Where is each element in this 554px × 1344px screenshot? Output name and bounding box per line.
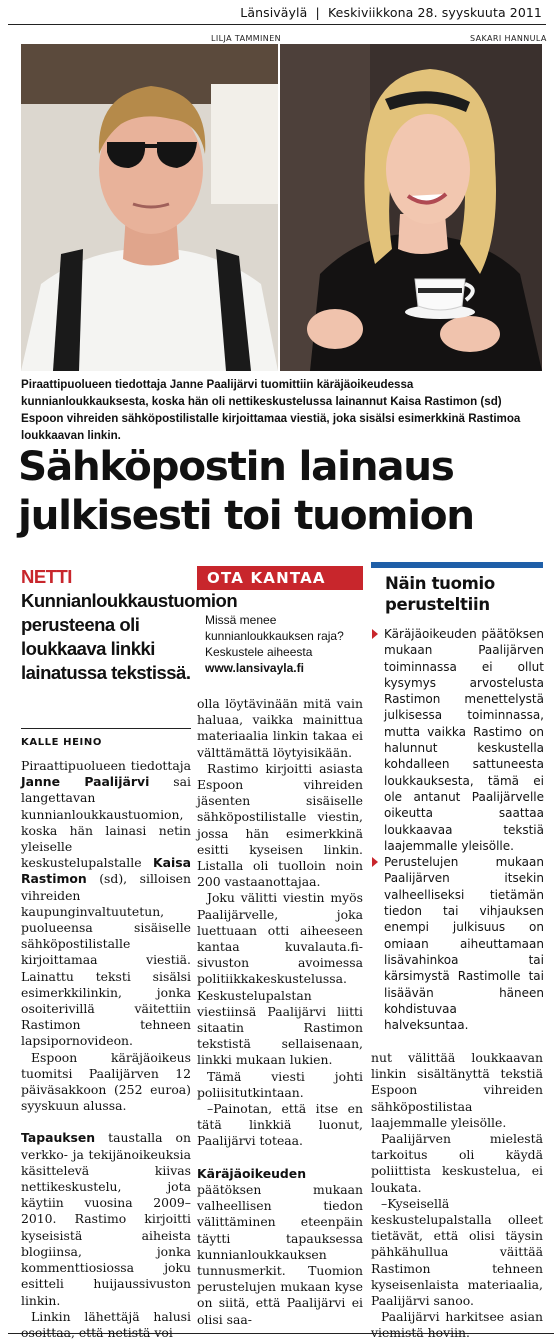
headline-line-2: julkisesti toi tuomion bbox=[18, 491, 474, 539]
byline: KALLE HEINO bbox=[21, 737, 102, 748]
section-tag: NETTI bbox=[21, 566, 72, 587]
paragraph: –Kyseisellä keskustelupalstalla olleet tietävät, että olisi täysin pähkähullua väittää Rastimon tehneen kyseisenlaista materiaalia, Paalijärvi sanoo. bbox=[371, 1195, 543, 1309]
photo-kaisa-rastimo bbox=[280, 44, 542, 371]
lead-text: Kunnianloukkaustuomion perusteena oli loukkaava linkki lainatussa tekstissä. bbox=[21, 590, 238, 683]
infobox-body bbox=[372, 626, 544, 1033]
bottom-rule bbox=[8, 1333, 554, 1334]
website-link[interactable]: www.lansivayla.fi bbox=[205, 661, 304, 675]
infobox-accent-bar bbox=[371, 562, 543, 568]
portrait-woman-illustration bbox=[280, 44, 542, 371]
paragraph: Rastimo kirjoitti asiasta Espoon vihreiden jäsenten sisäiselle sähköpostilistalle viestin, jossa hän esimerkkinä esitti kyseisen linkin. Listalla oli tuolloin noin 200 vastaanottajaa. bbox=[197, 760, 363, 890]
paragraph: Linkin lähettäjä halusi osoittaa, että netistä voi bbox=[21, 1308, 191, 1340]
paragraph: Paalijärven mielestä tarkoitus oli käydä poliittista keskustelua, ei loukata. bbox=[371, 1131, 543, 1195]
photo-janne-paalijarvi bbox=[21, 44, 278, 371]
paragraph: Tapauksen taustalla on verkko- ja tekijänoikeuksia käsittelevä kiivas nettikeskustelu, jota käytiin vuosina 2009–2010. Rastimo kirjoitti kyseisistä aiheista blogiinsa, jonka kommenttiosiossa joku esitteli huijaussivuston linkin. bbox=[21, 1130, 191, 1308]
subhead-lead-word: Tapauksen bbox=[21, 1130, 96, 1146]
person-name: Janne Paalijärvi bbox=[21, 774, 150, 790]
publication-name: Länsiväylä bbox=[240, 5, 308, 20]
paragraph: Joku välitti viestin myös Paalijärvelle, joka luettuaan otti aiheeseen kantaa kuvalauta.fi-sivuston avoimessa politiikkakeskustelussa. Keskustelupalstan viestiinsä Paalijärvi liitti sitaatin Rastimon tekstistä sellaisenaan, linkki mukaan lukien. bbox=[197, 890, 363, 1068]
bullet-arrow-icon bbox=[372, 857, 378, 867]
headline bbox=[18, 442, 548, 540]
article-column-3 bbox=[371, 1050, 543, 1342]
photo-credit-right: SAKARI HANNULA bbox=[470, 34, 547, 43]
person-name: Kaisa Rastimon bbox=[21, 855, 191, 887]
photo-credit-left: LILJA TAMMINEN bbox=[211, 34, 282, 43]
infobox-item: Käräjäoikeuden päätöksen mukaan Paalijärven toiminnassa ei ollut kysymys arvostelusta Rastimon menettelystä julkisessa toiminnassa, mutta vaikka Rastimo on halunnut keskustella kohdalleen sattuneesta loukkauksesta, tämä ei ole antanut Paalijärvelle oikeutta saattaa loukkaavaa tekstiä laajemmalle yleisölle. bbox=[372, 626, 544, 854]
masthead: Länsiväylä | Keskiviikkona 28. syyskuuta 2011 bbox=[0, 0, 554, 26]
lead-paragraph bbox=[21, 565, 238, 685]
ota-kantaa-text bbox=[205, 612, 365, 676]
byline-rule bbox=[21, 728, 191, 729]
bullet-arrow-icon bbox=[372, 629, 378, 639]
ota-kantaa-banner: OTA KANTAA bbox=[197, 566, 363, 590]
paragraph: nut välittää loukkaavan linkin sisältänyttä tekstiä Espoon vihreiden sähköpostilistaa laajemmalle yleisölle. bbox=[371, 1050, 543, 1130]
photo-caption: Piraattipuolueen tiedottaja Janne Paalijärvi tuomittiin käräjäoikeudessa kunnianloukkauksesta, koska hän oli nettikeskustelussa lainannut Kaisa Rastimon (sd) Espoon vihreiden sähköpostilistalle kirjoittamaa viestiä, joka sisälsi esimerkkinä Rastimoa loukkaavan linkin. bbox=[21, 378, 521, 442]
article-column-2 bbox=[197, 696, 363, 1328]
paragraph: –Painotan, että itse en tätä linkkiä luonut, Paalijärvi toteaa. bbox=[197, 1101, 363, 1149]
paragraph: Paalijärvi harkitsee asian viemistä hoviin. bbox=[371, 1309, 543, 1341]
paragraph: Tämä viesti johti poliisitutkintaan. bbox=[197, 1068, 363, 1100]
portrait-man-illustration bbox=[21, 44, 278, 371]
headline-line-1: Sähköpostin lainaus bbox=[18, 442, 454, 490]
infobox-item: Perustelujen mukaan Paalijärven itsekin valheelliseksi tietämän tiedon tai vihjauksen enempi julkisuus on omiaan aiheuttamaan lisävahinkoa tai kärsimystä Rastimolle tai lisäävän häneen kohdistuvaa halveksuntaa. bbox=[372, 854, 544, 1033]
article-column-1 bbox=[21, 758, 191, 1341]
paragraph: olla löytävinään mitä vain haluaa, vaikka mainittua materiaalia linkin takaa ei välttämättä löytyisikään. bbox=[197, 696, 363, 760]
paragraph: Piraattipuolueen tiedottaja Janne Paalijärvi sai langettavan kunnianloukkaustuomion, koska hän lainasi netin yleiselle keskustelupalstalle Kaisa Rastimon (sd), silloisen vihreiden kaupunginvaltuutetun, puolueensa sisäiselle sähköpostilistalle kirjoittamaa viestiä. Lainattu teksti sisälsi esimerkkilinkin, jonka osoiterivillä väitettiin Rastimon tehneen lapsipornovideon. bbox=[21, 758, 191, 1049]
issue-date: Keskiviikkona 28. syyskuuta 2011 bbox=[328, 5, 542, 20]
header-rule bbox=[8, 24, 546, 25]
ota-kantaa-question: Missä menee kunnianloukkauksen raja? Keskustele aiheesta bbox=[205, 613, 344, 659]
paragraph: Käräjäoikeuden päätöksen mukaan valheellisen tiedon välittäminen eteenpäin täytti tapauksessa kunnianloukkauksen tunnusmerkit. Tuomion perustelujen mukaan kyse on siitä, että Paalijärvi ei olisi saa- bbox=[197, 1165, 363, 1327]
infobox-title: Näin tuomio perusteltiin bbox=[385, 574, 495, 614]
subhead-lead-word: Käräjäoikeuden bbox=[197, 1165, 307, 1181]
paragraph: Espoon käräjäoikeus tuomitsi Paalijärven 12 päiväsakkoon (252 euroa) syyskuun alussa. bbox=[21, 1049, 191, 1114]
